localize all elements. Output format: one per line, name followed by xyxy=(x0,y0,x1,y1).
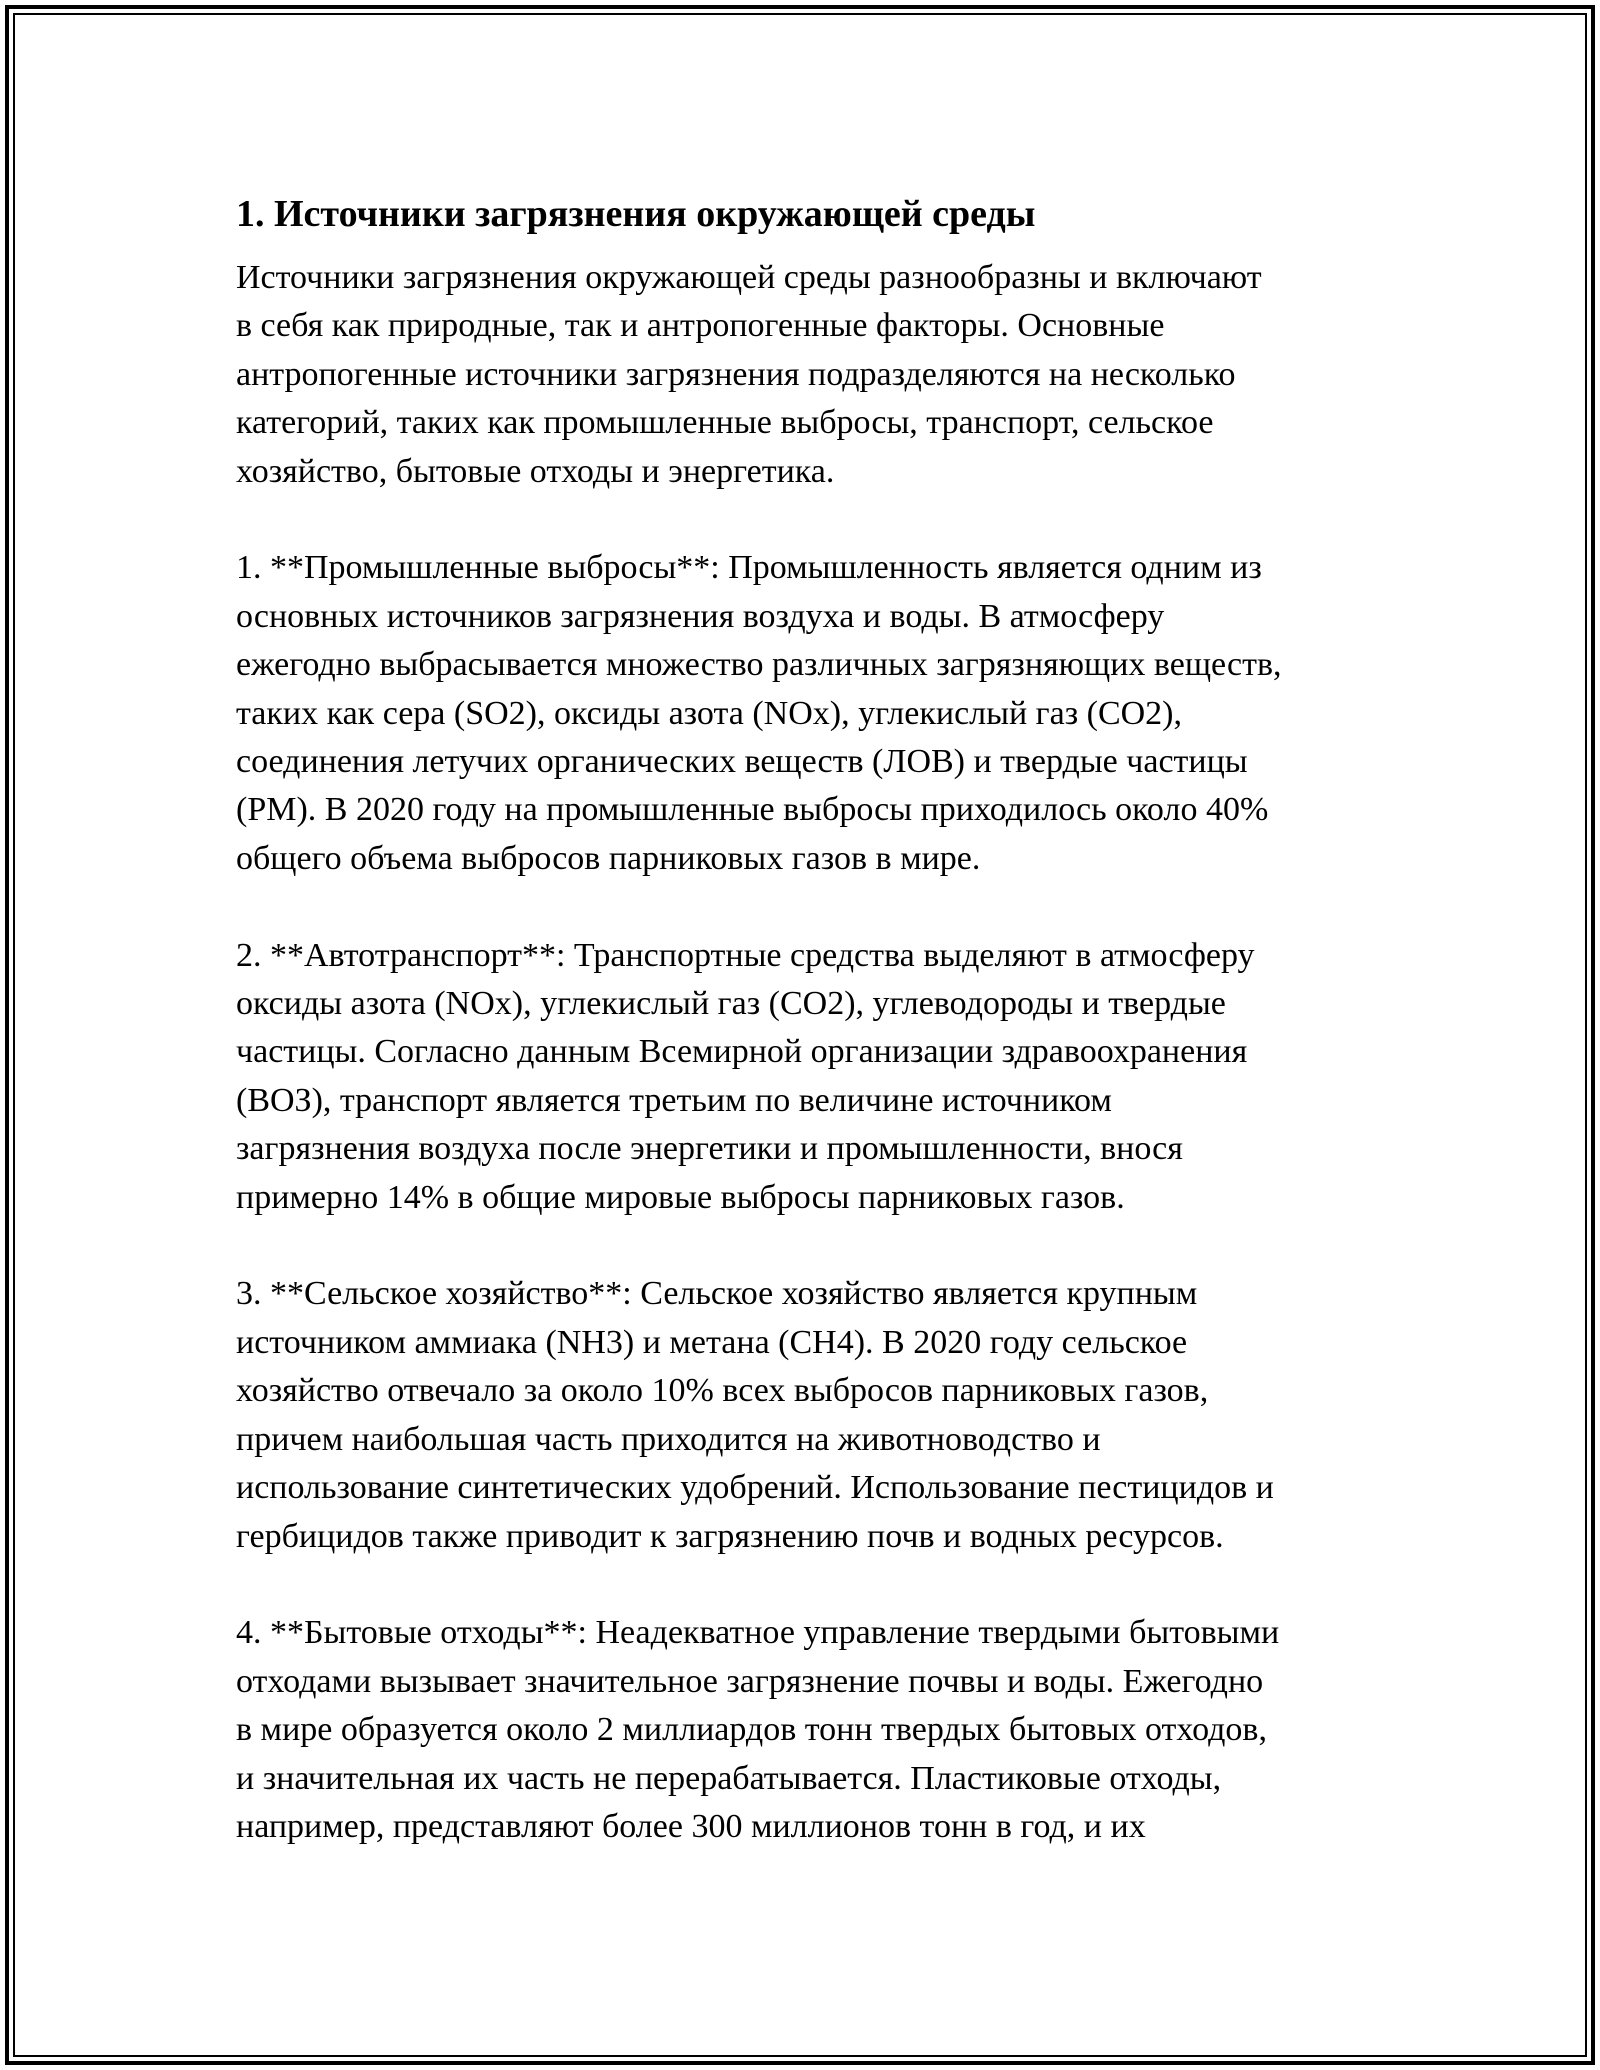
text-line: хозяйство отвечало за около 10% всех выбросов парниковых газов, xyxy=(236,1372,1209,1410)
text-line: например, представляют более 300 миллионов тонн в год, и их xyxy=(236,1807,1146,1845)
text-line: примерно 14% в общие мировые выбросы парниковых газов. xyxy=(236,1178,1125,1216)
text-line: в себя как природные, так и антропогенные факторы. Основные xyxy=(236,307,1165,345)
text-line: основных источников загрязнения воздуха и воды. В атмосферу xyxy=(236,597,1165,635)
paragraph-household-waste xyxy=(236,1609,1376,1851)
paragraph-transport xyxy=(236,932,1376,1222)
text-line: (ВОЗ), транспорт является третьим по величине источником xyxy=(236,1081,1112,1119)
text-line: категорий, таких как промышленные выбросы, транспорт, сельское xyxy=(236,404,1214,442)
section-heading: 1. Источники загрязнения окружающей среды xyxy=(236,193,1036,235)
text-line: источником аммиака (NH3) и метана (CH4). В 2020 году сельское xyxy=(236,1323,1188,1361)
text-line: 4. **Бытовые отходы**: Неадекватное управление твердыми бытовыми xyxy=(236,1614,1280,1652)
text-line: 1. **Промышленные выбросы**: Промышленность является одним из xyxy=(236,549,1262,587)
text-line: Источники загрязнения окружающей среды разнообразны и включают xyxy=(236,259,1262,296)
text-line: 3. **Сельское хозяйство**: Сельское хозяйство является крупным xyxy=(236,1275,1198,1313)
paragraph-industrial-emissions xyxy=(236,544,1376,883)
text-line: оксиды азота (NOx), углекислый газ (CO2), углеводороды и твердые xyxy=(236,985,1226,1023)
text-line: 2. **Автотранспорт**: Транспортные средства выделяют в атмосферу xyxy=(236,936,1255,974)
text-line: таких как сера (SO2), оксиды азота (NOx), углекислый газ (CO2), xyxy=(236,694,1183,732)
text-line: и значительная их часть не перерабатывается. Пластиковые отходы, xyxy=(236,1759,1222,1797)
text-line: хозяйство, бытовые отходы и энергетика. xyxy=(236,452,835,490)
text-line: отходами вызывает значительное загрязнение почвы и воды. Ежегодно xyxy=(236,1662,1264,1700)
text-line: соединения летучих органических веществ (ЛОВ) и твердые частицы xyxy=(236,743,1248,781)
paragraph-intro xyxy=(236,254,1376,496)
paragraph-agriculture xyxy=(236,1270,1376,1560)
document-page xyxy=(236,188,1376,1900)
text-line: (PM). В 2020 году на промышленные выбросы приходилось около 40% xyxy=(236,791,1269,829)
text-line: причем наибольшая часть приходится на животноводство и xyxy=(236,1420,1101,1458)
text-line: общего объема выбросов парниковых газов в мире. xyxy=(236,839,981,877)
text-line: антропогенные источники загрязнения подразделяются на несколько xyxy=(236,355,1236,393)
text-line: в мире образуется около 2 миллиардов тонн твердых бытовых отходов, xyxy=(236,1711,1267,1749)
text-line: частицы. Согласно данным Всемирной организации здравоохранения xyxy=(236,1033,1248,1071)
text-line: загрязнения воздуха после энергетики и промышленности, внося xyxy=(236,1130,1183,1168)
text-line: ежегодно выбрасывается множество различных загрязняющих веществ, xyxy=(236,646,1282,684)
text-line: гербицидов также приводит к загрязнению почв и водных ресурсов. xyxy=(236,1517,1224,1555)
text-line: использование синтетических удобрений. Использование пестицидов и xyxy=(236,1469,1274,1507)
